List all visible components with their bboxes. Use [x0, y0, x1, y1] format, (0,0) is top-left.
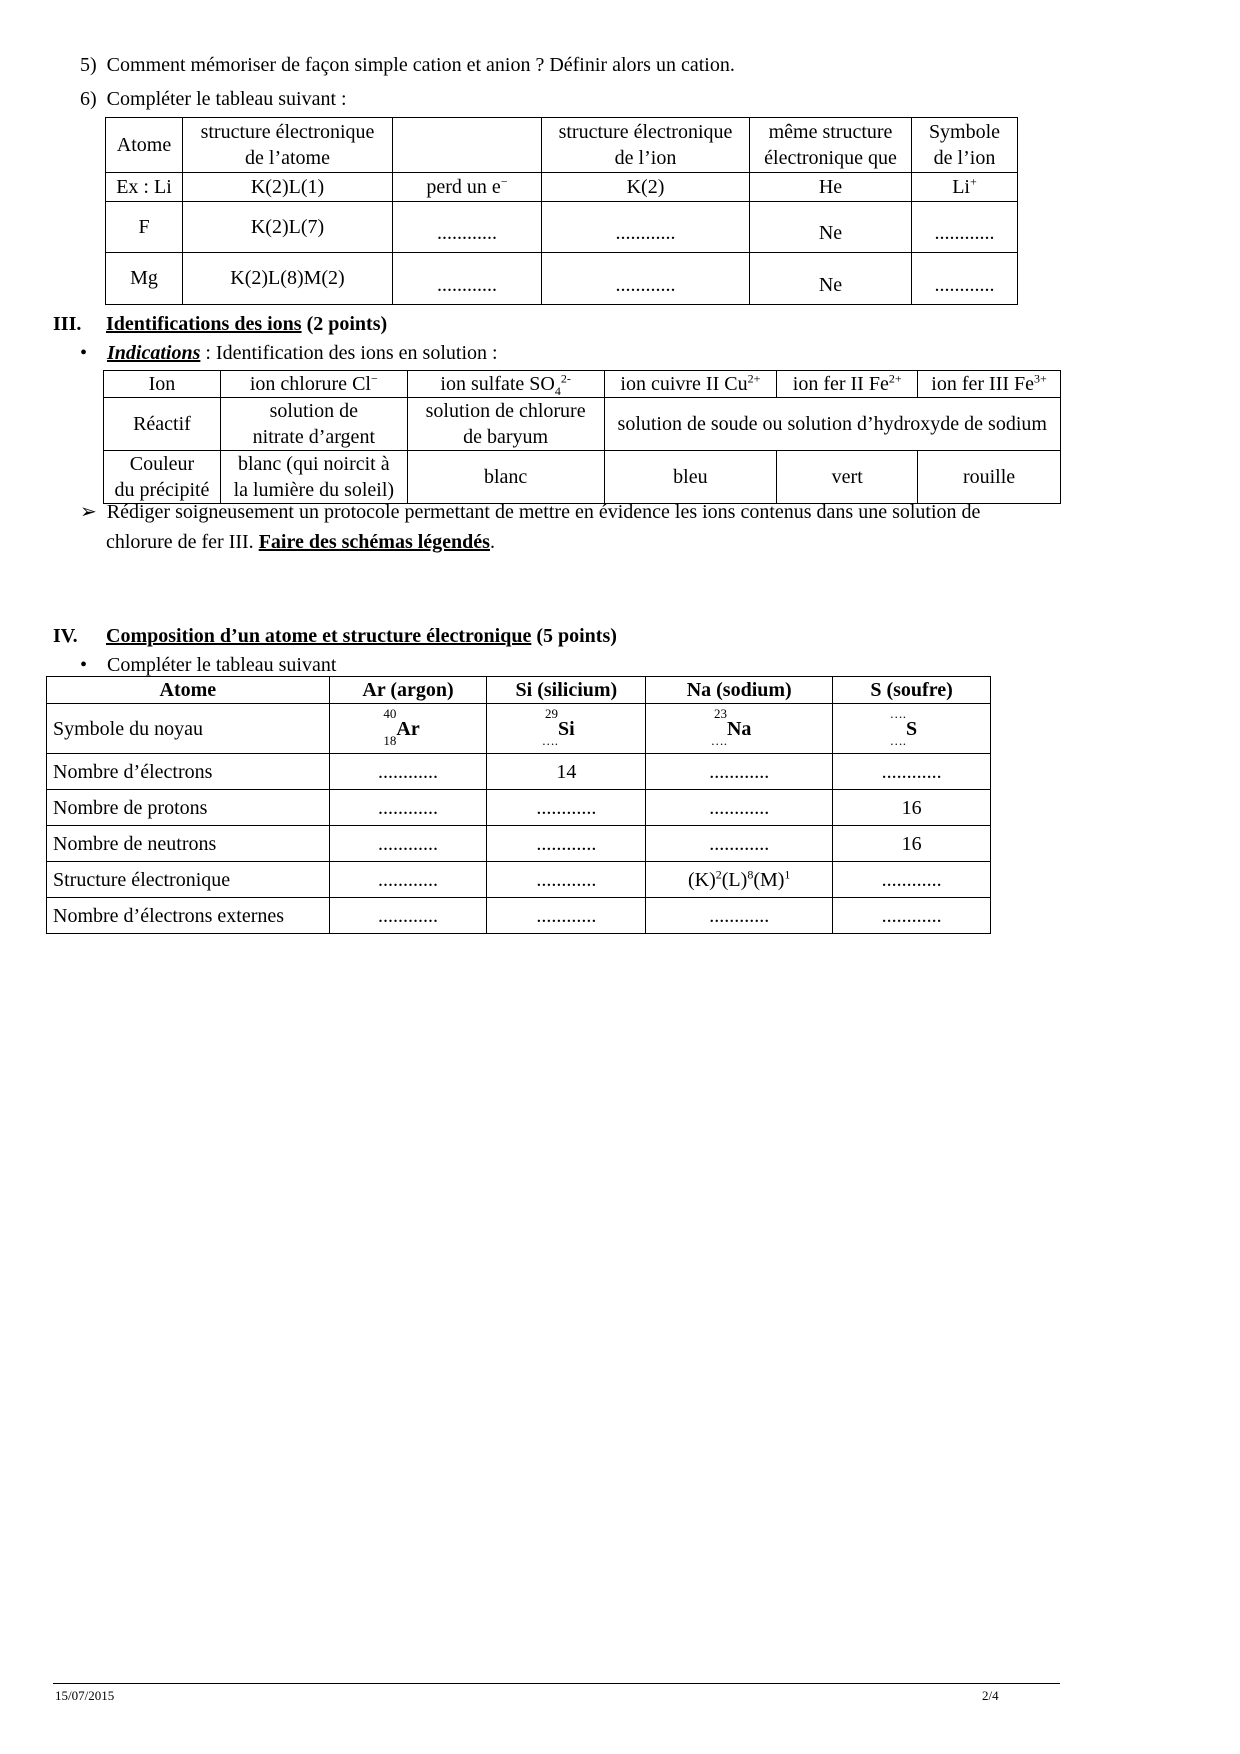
cell: 14: [487, 754, 646, 790]
answer-blank[interactable]: ............: [542, 202, 750, 253]
cell: blanc (qui noircit à la lumière du soleil): [220, 451, 407, 504]
header-cell: Na (sodium): [646, 677, 833, 704]
cell: K(2): [542, 173, 750, 202]
section-4-bullet: [80, 654, 336, 677]
table-row: [104, 398, 1061, 451]
table-row: [106, 253, 1018, 305]
table-row: [47, 754, 991, 790]
indications-line: [80, 342, 498, 365]
cell: bleu: [604, 451, 777, 504]
section-3-heading: [53, 313, 388, 336]
header-cell: structure électronique de l’ion: [542, 118, 750, 173]
row-label: Nombre de protons: [47, 790, 330, 826]
row-label: Ion: [104, 371, 221, 398]
header-cell: structure électronique de l’atome: [183, 118, 393, 173]
table-row: [106, 173, 1018, 202]
answer-blank[interactable]: ............: [329, 754, 487, 790]
cell: ion fer II $Fe^{2+}$: [777, 371, 918, 398]
header-cell: Si (silicium): [487, 677, 646, 704]
cell: Ex : Li: [106, 173, 183, 202]
section-number: III.: [53, 313, 82, 335]
answer-blank[interactable]: ............: [646, 754, 833, 790]
row-label: Symbole du noyau: [47, 704, 330, 754]
answer-blank[interactable]: ............: [329, 898, 487, 934]
nucleus-symbol[interactable]: 29 …. Si: [487, 704, 646, 754]
protocol-instruction: ➢ Rédiger soigneusement un protocole permettant de mettre en évidence les ions contenus dans une solution de chlorure de fer III. Faire des schémas légendés.: [80, 501, 981, 553]
cell: 16: [833, 826, 991, 862]
indications-label: Indications: [107, 342, 201, 364]
table-row: [47, 898, 991, 934]
cell: ion cuivre II $Cu^{2+}$: [604, 371, 777, 398]
answer-blank[interactable]: ............: [912, 202, 1018, 253]
header-cell: Atome: [106, 118, 183, 173]
cell: $(K)^2(L)^8(M)^1$: [646, 862, 833, 898]
header-cell: Symbole de l’ion: [912, 118, 1018, 173]
section-number: IV.: [53, 625, 78, 647]
cell: solution de chlorure de baryum: [407, 398, 604, 451]
row-label: Réactif: [104, 398, 221, 451]
answer-blank[interactable]: ............: [833, 754, 991, 790]
row-label: Nombre d’électrons externes: [47, 898, 330, 934]
section-4-heading: [53, 625, 617, 648]
nucleus-symbol[interactable]: …. …. S: [833, 704, 991, 754]
ion-structure-table: [105, 117, 1018, 305]
cell: Mg: [106, 253, 183, 305]
answer-blank[interactable]: ............: [487, 790, 646, 826]
table-row: [47, 826, 991, 862]
section-title: Identifications des ions: [106, 313, 302, 335]
table-row: [47, 862, 991, 898]
table-row: [47, 704, 991, 754]
answer-blank[interactable]: ............: [329, 826, 487, 862]
cell: Ne: [750, 202, 912, 253]
header-cell: Ar (argon): [329, 677, 487, 704]
bullet-text: Compléter le tableau suivant: [107, 654, 337, 676]
section-title-wrap: [106, 313, 387, 336]
header-cell: Atome: [47, 677, 330, 704]
cell: ion sulfate $SO_4^{2-}$: [407, 371, 604, 398]
cell: rouille: [918, 451, 1061, 504]
section-title: Composition d’un atome et structure électronique: [106, 625, 532, 647]
answer-blank[interactable]: ............: [329, 862, 487, 898]
table-row: [104, 451, 1061, 504]
cell: K(2)L(1): [183, 173, 393, 202]
answer-blank[interactable]: ............: [646, 898, 833, 934]
question-5: [80, 54, 735, 77]
section-points: (5 points): [536, 625, 617, 647]
indications-text: : Identification des ions en solution :: [200, 342, 498, 364]
answer-blank[interactable]: ............: [393, 253, 542, 305]
cell: perd un e−: [393, 173, 542, 202]
answer-blank[interactable]: ............: [833, 862, 991, 898]
arrow-bullet-icon: ➢: [80, 501, 97, 523]
answer-blank[interactable]: ............: [393, 202, 542, 253]
answer-blank[interactable]: ............: [487, 898, 646, 934]
protocol-text: chlorure de fer III.: [106, 531, 259, 553]
row-label: Couleur du précipité: [104, 451, 221, 504]
question-text: Compléter le tableau suivant :: [106, 88, 347, 110]
answer-blank[interactable]: ............: [646, 790, 833, 826]
bullet-icon: •: [80, 654, 88, 676]
question-number: 5): [80, 54, 97, 76]
protocol-text: Rédiger soigneusement un protocole permettant de mettre en évidence les ions contenus dans une solution de: [106, 501, 981, 523]
protocol-emphasis: Faire des schémas légendés: [258, 531, 490, 553]
table-row: [106, 202, 1018, 253]
cell: ion fer III $Fe^{3+}$: [918, 371, 1061, 398]
cell: solution de nitrate d’argent: [220, 398, 407, 451]
answer-blank[interactable]: ............: [487, 862, 646, 898]
footer-page-number: 2/4: [982, 1688, 999, 1703]
footer-rule: [53, 1683, 1060, 1684]
answer-blank[interactable]: ............: [833, 898, 991, 934]
cell: F: [106, 202, 183, 253]
answer-blank[interactable]: ............: [646, 826, 833, 862]
cell: 16: [833, 790, 991, 826]
row-label: Structure électronique: [47, 862, 330, 898]
question-6: [80, 88, 347, 111]
answer-blank[interactable]: ............: [329, 790, 487, 826]
question-text: Comment mémoriser de façon simple cation et anion ? Définir alors un cation.: [106, 54, 735, 76]
section-points: (2 points): [306, 313, 388, 335]
header-cell: même structure électronique que: [750, 118, 912, 173]
cell: blanc: [407, 451, 604, 504]
table-header-row: [106, 118, 1018, 173]
footer-date: 15/07/2015: [55, 1688, 115, 1703]
section-title-wrap: [106, 625, 617, 648]
header-cell: S (soufre): [833, 677, 991, 704]
cell: He: [750, 173, 912, 202]
cell: solution de soude ou solution d’hydroxyde de sodium: [604, 398, 1061, 451]
nucleus-symbol: 40 18 Ar: [329, 704, 487, 754]
table-header-row: [47, 677, 991, 704]
cell: Ne: [750, 253, 912, 305]
ion-identification-table: [103, 370, 1061, 504]
cell: K(2)L(7): [183, 202, 393, 253]
answer-blank[interactable]: ............: [487, 826, 646, 862]
question-number: 6): [80, 88, 97, 110]
table-row: [104, 371, 1061, 398]
nucleus-symbol[interactable]: 23 …. Na: [646, 704, 833, 754]
cell: K(2)L(8)M(2): [183, 253, 393, 305]
cell: vert: [777, 451, 918, 504]
row-label: Nombre d’électrons: [47, 754, 330, 790]
row-label: Nombre de neutrons: [47, 826, 330, 862]
bullet-icon: •: [80, 342, 88, 364]
answer-blank[interactable]: ............: [912, 253, 1018, 305]
table-row: [47, 790, 991, 826]
answer-blank[interactable]: ............: [542, 253, 750, 305]
cell: ion chlorure Cl−: [220, 371, 407, 398]
header-cell: [393, 118, 542, 173]
cell: Li+: [912, 173, 1018, 202]
atom-composition-table: [46, 676, 991, 934]
